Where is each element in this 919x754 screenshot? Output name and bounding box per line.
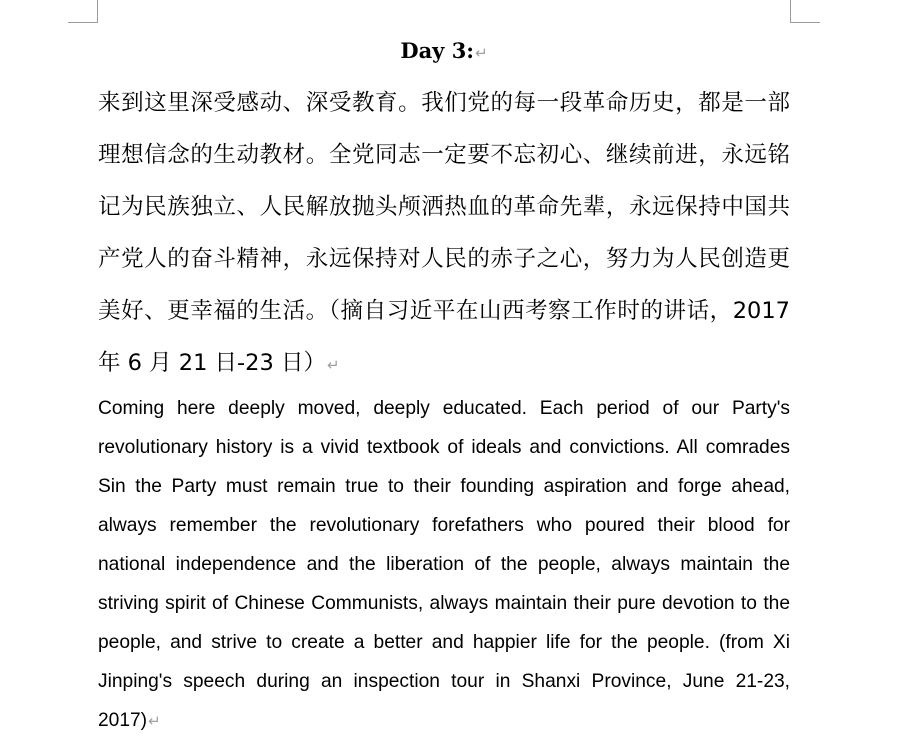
chinese-paragraph-text: 来到这里深受感动、深受教育。我们党的每一段革命历史，都是一部理想信念的生动教材。全党同志一定要不忘初心、继续前进，永远铭记为民族独立、人民解放抛头颅洒热血的革命先辈，永远保持中国共产党人的奋斗精神，永远保持对人民的赤子之心，努力为人民创造更美好、更幸福的生活。（摘自习近平在山西考察工作时的讲话，2017年 6 月 21 日-23 日） (98, 90, 790, 376)
paragraph-mark-icon: ↵ (148, 712, 161, 730)
day-heading[interactable] (98, 36, 790, 68)
day-heading-text: Day 3: (400, 38, 475, 63)
english-paragraph[interactable] (98, 389, 790, 741)
paragraph-mark-icon: ↵ (326, 356, 340, 374)
page-corner-mark-left (68, 0, 98, 23)
page-corner-mark-right (790, 0, 820, 23)
english-paragraph-text: Coming here deeply moved, deeply educated. Each period of our Party's revolutionary history is a vivid textbook of ideals and convictions. All comrades Sin the Party must remain true to their founding aspiration and forge ahead, always remember the revolutionary forefathers who poured their blood for national independence and the liberation of the people, always maintain the striving spirit of Chinese Communists, always maintain their pure devotion to the people, and strive to create a better and happier life for the people. (from Xi Jinping's speech during an inspection tour in Shanxi Province, June 21-23, 2017) (98, 398, 790, 731)
chinese-paragraph[interactable] (98, 77, 790, 391)
paragraph-mark-icon: ↵ (475, 44, 488, 62)
